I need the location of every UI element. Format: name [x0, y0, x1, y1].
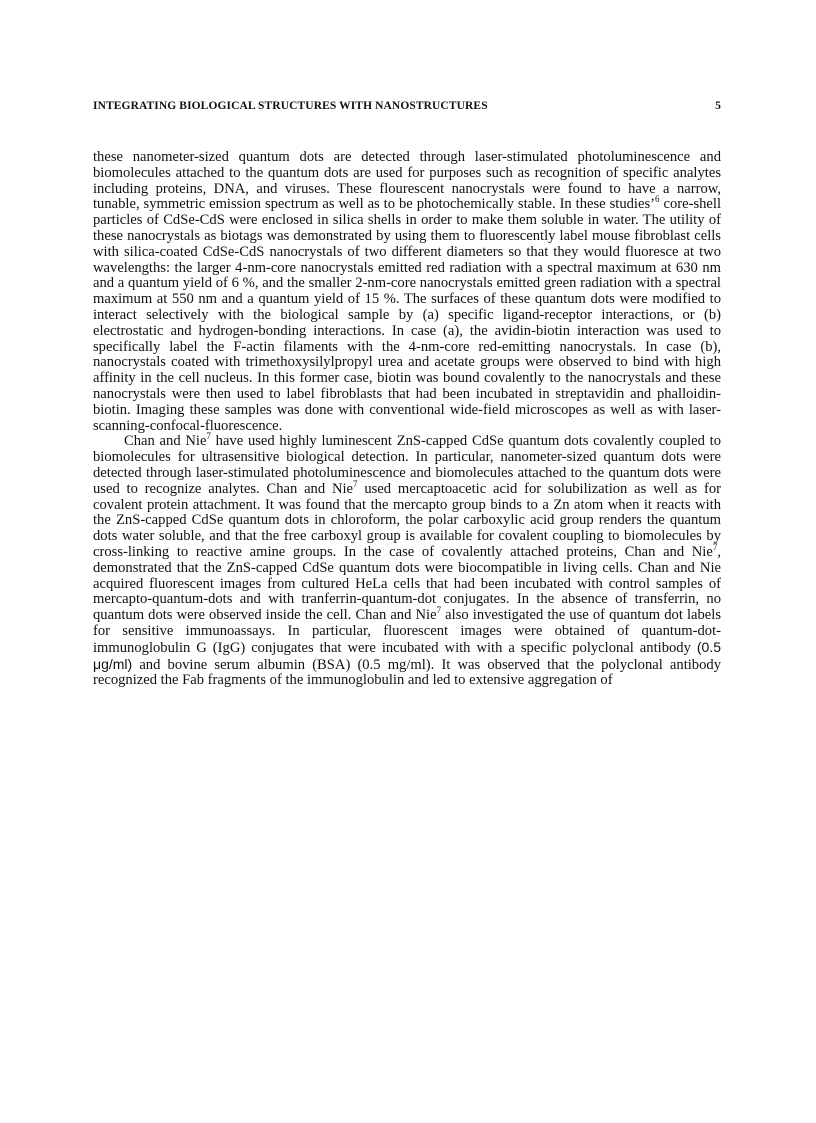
body-text	[93, 150, 721, 689]
p1-text-2: core-shell particles of CdSe-CdS were enclosed in silica shells in order to make them soluble in water. The utility of these nanocrystals as biotags was demonstrated by using them to fluorescently label mouse fibroblast cells with silica-coated CdSe-CdS nanocrystals of two different diameters so that they would fluoresce at two wavelengths: the larger 4-nm-core nanocrystals emitted red radiation with a spectral maximum at 630 nm and a quantum yield of 6 %, and the smaller 2-nm-core nanocrystals emitted green radiation with a spectral maximum at 550 nm and a quantum yield of 15 %. The surfaces of these quantum dots were modified to interact selectively with the biological sample by (a) specific ligand-receptor interactions, or (b) electrostatic and hydrogen-bonding interactions. In case (a), the avidin-biotin interaction was used to specifically label the F-actin filaments with the 4-nm-core red-emitting nanocrystals. In case (b), nanocrystals coated with trimethoxysilylpropyl urea and acetate groups were observed to bind with high affinity in the cell nucleus. In this former case, biotin was bound covalently to the nanocrystals and these nanocrystals were then used to label fibroblasts that had been incubated in streptavidin and phalloidin-biotin. Imaging these samples was done with conventional wide-field microscopes as well as with laser-scanning-confocal-fluorescence.	[93, 196, 722, 434]
p2-text-3: used mercaptoacetic acid for solubilization as well as for covalent protein attachment. It was found that the mercapto group binds to a Zn atom when it reacts with the ZnS-capped CdSe quantum dots in chloroform, the polar carboxylic acid group renders the quantum dots water soluble, and that the free carboxyl group is available for covalent coupling to biomolecules by cross-linking to reactive amine groups. In the case of covalently attached proteins, Chan and Nie	[93, 480, 722, 560]
citation-7d: 7	[436, 605, 442, 616]
citation-7b: 7	[353, 478, 358, 489]
p2-text-1: Chan and Nie	[124, 433, 207, 450]
p2-text-5: also investigated the use of quantum dot labels for sensitive immunoassays. In particular, fluorescent images were obtained of quantum-dot-immunoglobulin G (IgG) conjugates that were incubated with with a specific polyclonal antibody	[93, 607, 721, 656]
citation-7a: 7	[206, 431, 211, 442]
p1-text-1: these nanometer-sized quantum dots are detected through laser-stimulated photoluminescence and biomolecules attached to the quantum dots are used for purposes such as recognition of specific analytes including proteins, DNA, and viruses. These flourescent nanocrystals were found to have a narrow, tunable, symmetric emission spectrum as well as to be photochemically stable. In these studies’	[93, 149, 721, 213]
p2-text-2: have used highly luminescent ZnS-capped CdSe quantum dots covalently coupled to biomolecules for ultrasensitive biological detection. In particular, nanometer-sized quantum dots were detected through laser-stimulated photoluminescence and biomolecules attached to the quantum dots were used to recognize analytes. Chan and Nie	[93, 433, 721, 497]
page-number: 5	[715, 100, 721, 112]
paragraph-2	[93, 431, 722, 689]
document-page	[93, 100, 721, 689]
antibody-concentration: (0.5 μg/ml)	[93, 638, 721, 672]
citation-7c: 7	[712, 542, 718, 553]
running-title: INTEGRATING BIOLOGICAL STRUCTURES WITH NANOSTRUCTURES	[93, 100, 488, 112]
running-header	[93, 100, 721, 120]
citation-6: 6	[655, 194, 660, 205]
p2-text-6: and bovine serum albumin (BSA) (0.5 mg/ml). It was observed that the polyclonal antibody recognized the Fab fragments of the immunoglobulin and led to extensive aggregation of	[93, 656, 721, 689]
p2-text-4: , demonstrated that the ZnS-capped CdSe quantum dots were biocompatible in living cells. Chan and Nie acquired fluorescent images from cultured HeLa cells that had been incubated with control samples of mercapto-quantum-dots and with tranferrin-quantum-dot conjugates. In the absence of transferrin, no quantum dots were observed inside the cell. Chan and Nie	[93, 543, 721, 624]
paragraph-1	[93, 150, 721, 434]
